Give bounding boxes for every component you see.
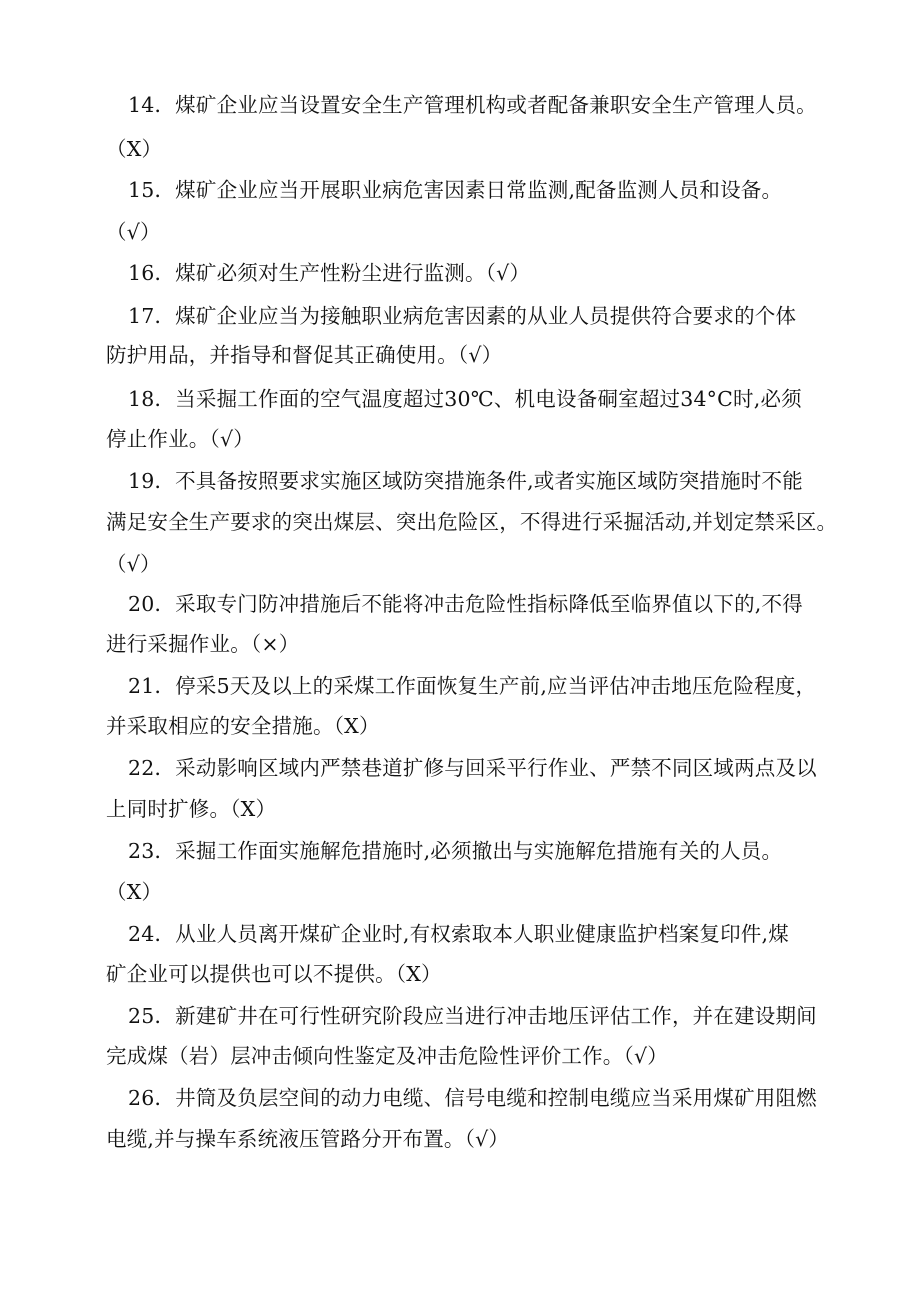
question-line: 20．采取专门防冲措施后不能将冲击危险性指标降低至临界值以下的,不得 xyxy=(128,592,803,616)
question-line: 进行采掘作业。（×） xyxy=(106,632,300,656)
question-line: 并采取相应的安全措施。（X） xyxy=(106,714,380,738)
question-line: 16．煤矿必须对生产性粉尘进行监测。（√） xyxy=(128,261,531,285)
question-line: 19．不具备按照要求实施区域防突措施条件,或者实施区域防突措施时不能 xyxy=(128,469,803,493)
question-line: 25．新建矿井在可行性研究阶段应当进行冲击地压评估工作，并在建设期间 xyxy=(128,1004,817,1028)
question-line: 防护用品，并指导和督促其正确使用。（√） xyxy=(106,343,503,367)
question-answer: （X） xyxy=(106,137,163,161)
question-line: 上同时扩修。（X） xyxy=(106,797,277,821)
question-line: 停止作业。（√） xyxy=(106,427,254,451)
question-line: 22．采动影响区域内严禁巷道扩修与回采平行作业、严禁不同区域两点及以 xyxy=(128,756,817,780)
question-line: 24．从业人员离开煤矿企业时,有权索取本人职业健康监护档案复印件,煤 xyxy=(128,922,789,946)
question-line: 23．采掘工作面实施解危措施时,必须撤出与实施解危措施有关的人员。 xyxy=(128,839,783,863)
question-line: 电缆,并与操车系统液压管路分开布置。（√） xyxy=(106,1127,510,1151)
question-line: 15．煤矿企业应当开展职业病危害因素日常监测,配备监测人员和设备。 xyxy=(128,178,783,202)
question-line: 满足安全生产要求的突出煤层、突出危险区，不得进行采掘活动,并划定禁采区。 xyxy=(106,510,838,534)
question-line: 矿企业可以提供也可以不提供。（X） xyxy=(106,962,442,986)
question-answer: （X） xyxy=(106,880,163,904)
question-line: 完成煤（岩）层冲击倾向性鉴定及冲击危险性评价工作。（√） xyxy=(106,1044,668,1068)
question-line: 17．煤矿企业应当为接触职业病危害因素的从业人员提供符合要求的个体 xyxy=(128,304,797,328)
question-line: 18．当采掘工作面的空气温度超过30℃、机电设备硐室超过34°C时,必须 xyxy=(128,387,802,411)
question-answer: （√） xyxy=(106,220,161,244)
question-line: 21．停采5天及以上的采煤工作面恢复生产前,应当评估冲击地压危险程度， xyxy=(128,674,817,698)
question-answer: （√） xyxy=(106,552,161,576)
question-line: 14．煤矿企业应当设置安全生产管理机构或者配备兼职安全生产管理人员。 xyxy=(128,93,817,117)
question-line: 26．井筒及负层空间的动力电缆、信号电缆和控制电缆应当采用煤矿用阻燃 xyxy=(128,1086,817,1110)
